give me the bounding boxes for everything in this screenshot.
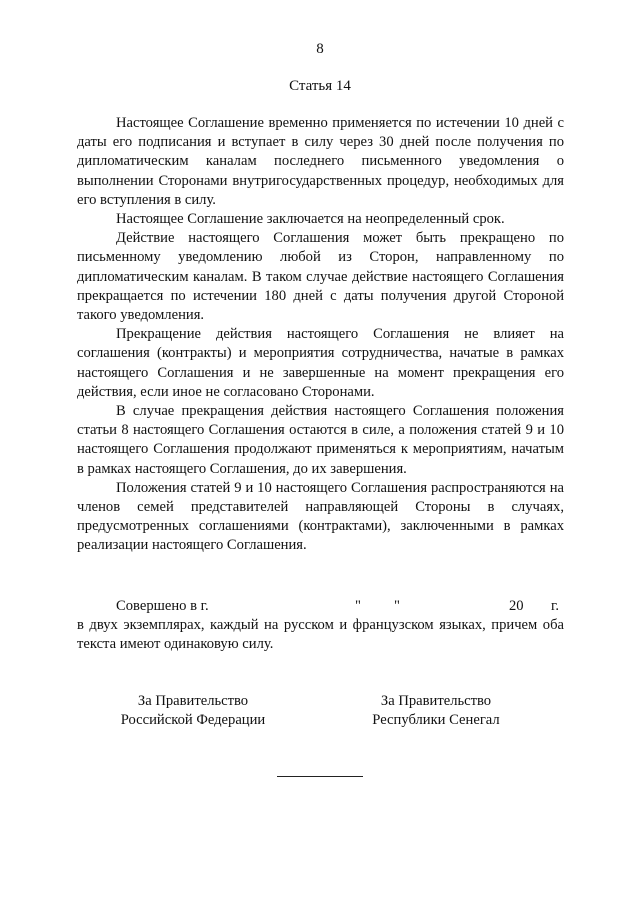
done-in-text: в двух экземплярах, каждый на русском и французском языках, причем оба текста имеют одинаковую силу. bbox=[77, 617, 564, 653]
signature-block-senegal bbox=[326, 692, 546, 730]
done-in-quote-open: " bbox=[355, 598, 361, 614]
signature-line2: Российской Федерации bbox=[120, 712, 266, 729]
done-in-year-prefix: 20 bbox=[509, 598, 524, 614]
signature-block-russia bbox=[83, 692, 303, 730]
done-in-lead: Совершено в г. bbox=[116, 598, 209, 614]
article-paragraph: Настоящее Соглашение заключается на неопределенный срок. bbox=[116, 211, 505, 228]
signature-line2: Республики Сенегал bbox=[372, 712, 500, 729]
done-in-year-suffix: г. bbox=[551, 598, 559, 614]
page-number: 8 bbox=[316, 41, 324, 57]
done-in-block bbox=[77, 597, 564, 654]
done-in-quote-close: " bbox=[394, 598, 400, 614]
article-title: Статья 14 bbox=[289, 78, 351, 94]
article-paragraph: Действие настоящего Соглашения может быть прекращено по письменному уведомлению любой из Сторон, направленному по дипломатическим каналам. В таком случае действие настоящего Соглашения прекращается по истечении 180 дней с даты получения другой Стороной такого уведомления. bbox=[77, 230, 564, 324]
article-paragraph: Прекращение действия настоящего Соглашения не влияет на соглашения (контракты) и мероприятия сотрудничества, начатые в рамках настоящего Соглашения и не завершенные на момент прекращения его действия, если иное не согласовано Сторонами. bbox=[77, 326, 564, 400]
article-body bbox=[77, 114, 564, 556]
article-paragraph: Настоящее Соглашение временно применяется по истечении 10 дней с даты его подписания и вступает в силу через 30 дней после получения по дипломатическим каналам последнего письменного уведомления о выполнении Сторонами внутригосударственных процедур, необходимых для его вступления в силу. bbox=[77, 115, 564, 208]
article-paragraph: Положения статей 9 и 10 настоящего Соглашения распространяются на членов семей представителей направляющей Стороны в случаях, предусмотренных соглашениями (контрактами), заключенными в рамках реализации настоящего Соглашения. bbox=[77, 479, 564, 554]
signature-line1: За Правительство bbox=[137, 693, 249, 709]
done-in-line bbox=[77, 597, 564, 616]
article-paragraph: В случае прекращения действия настоящего Соглашения положения статьи 8 настоящего Соглашения остаются в силе, а положения статей 9 и 10 настоящего Соглашения продолжают применяться к мероприятиям, начатым в рамках настоящего Соглашения, до их завершения. bbox=[77, 403, 564, 477]
end-of-document-rule bbox=[277, 776, 363, 777]
signature-line1: За Правительство bbox=[380, 693, 492, 709]
signature-blocks bbox=[0, 692, 640, 742]
